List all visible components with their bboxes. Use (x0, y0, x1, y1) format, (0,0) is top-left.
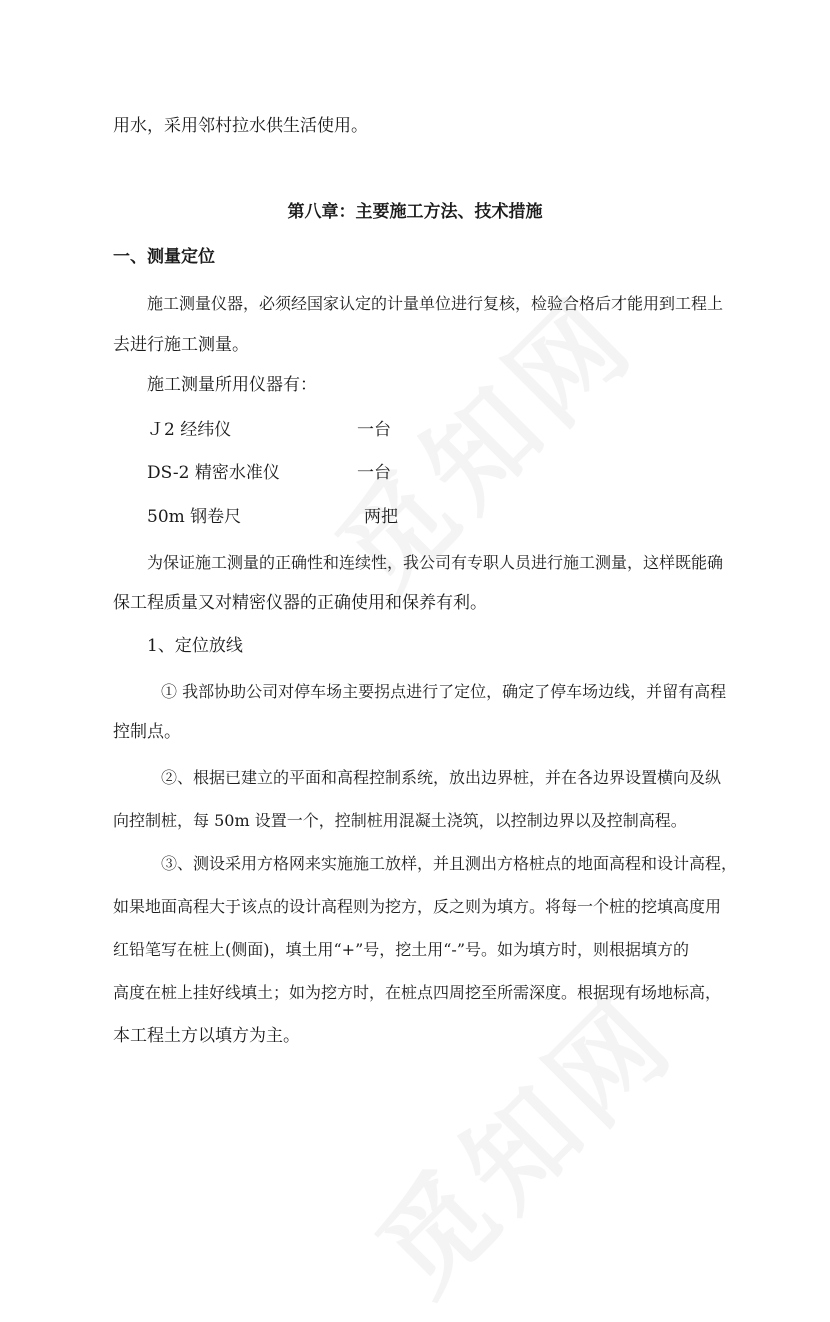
para2-line1: 为保证施工测量的正确性和连续性，我公司有专职人员进行施工测量，这样既能确 (147, 553, 724, 572)
section1-heading: 一、测量定位 (113, 247, 215, 267)
instrument-name: 50m 钢卷尺 (147, 507, 242, 527)
instrument-name: Ｊ2 经纬仪 (147, 420, 232, 440)
instrument-qty: 一台 (357, 420, 391, 440)
item2-line2: 向控制桩，每 50m 设置一个，控制桩用混凝土浇筑，以控制边界以及控制高程。 (113, 811, 687, 830)
item3-line1: ③、测设采用方格网来实施施工放样，并且测出方格桩点的地面高程和设计高程， (161, 854, 738, 873)
item3-line5: 本工程土方以填方为主。 (113, 1026, 300, 1046)
instrument-qty: 两把 (364, 507, 398, 527)
para2-line2: 保工程质量又对精密仪器的正确使用和保养有利。 (113, 593, 487, 613)
para1-line2: 去进行施工测量。 (113, 335, 249, 355)
intro-line: 用水，采用邻村拉水供生活使用。 (113, 116, 368, 136)
instruments-intro: 施工测量所用仪器有： (147, 375, 317, 395)
item3-line4: 高度在桩上挂好线填土；如为挖方时，在桩点四周挖至所需深度。根据现有场地标高， (113, 983, 722, 1002)
item1-line2: 控制点。 (113, 722, 181, 742)
subsection1-heading: 1、定位放线 (147, 636, 243, 656)
item1-line1: ① 我部协助公司对停车场主要拐点进行了定位，确定了停车场边线，并留有高程 (161, 682, 727, 701)
para1-line1: 施工测量仪器，必须经国家认定的计量单位进行复核，检验合格后才能用到工程上 (147, 294, 724, 313)
instrument-name: DS-2 精密水准仪 (147, 463, 280, 483)
item3-line3: 红铅笔写在桩上(侧面)，填土用“+”号，挖土用“-”号。如为填方时，则根据填方的 (113, 940, 690, 959)
chapter-title: 第八章：主要施工方法、技术措施 (287, 202, 543, 222)
instrument-qty: 一台 (357, 463, 391, 483)
watermark-text-bottom (337, 956, 703, 1322)
item3-line2: 如果地面高程大于该点的设计高程则为挖方，反之则为填方。将每一个桩的挖填高度用 (113, 897, 722, 916)
item2-line1: ②、根据已建立的平面和高程控制系统，放出边界桩，并在各边界设置横向及纵 (161, 768, 722, 787)
